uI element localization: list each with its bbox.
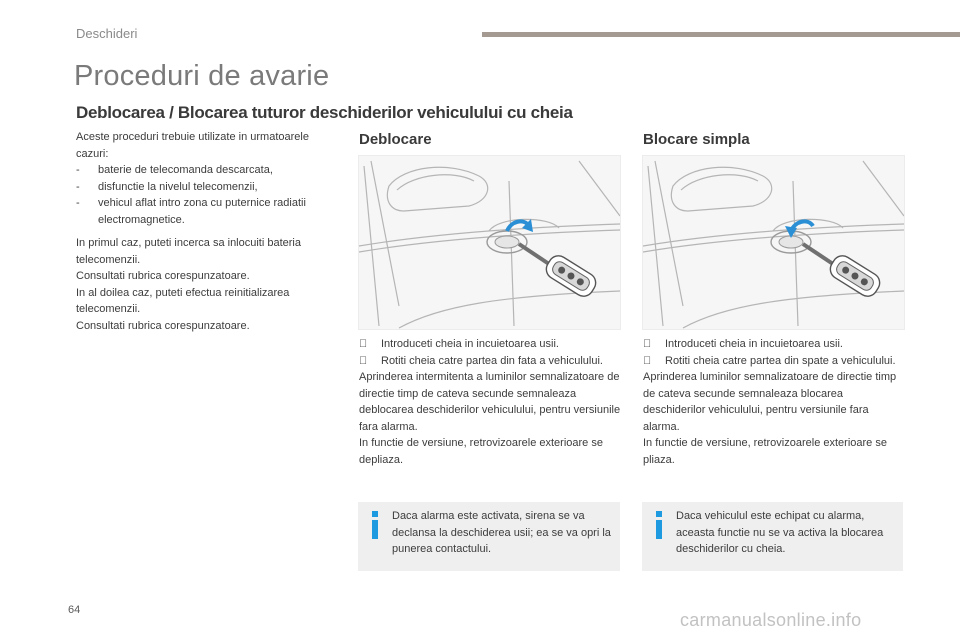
lock-para-1: Aprinderea luminilor semnalizatoare de directie timp de cateva secunde semnaleaza blocarea deschiderilor vehiculului, pentru versiunile fara alarma. xyxy=(643,371,897,433)
info-icon xyxy=(653,511,665,539)
unlock-text xyxy=(359,336,621,468)
remedy-block xyxy=(76,235,338,334)
unlock-para-1: Aprinderea intermitenta a luminilor semnalizatoare de directie timp de cateva secunde semnaleaza deblocarea deschiderilor vehiculului, pentru versiunile fara alarma. xyxy=(359,371,621,433)
lock-illustration xyxy=(642,155,905,330)
page-number: 64 xyxy=(68,604,81,616)
header-rule xyxy=(482,32,960,37)
list-item: Introduceti cheia in incuietoarea usii. xyxy=(381,338,559,350)
list-item: Introduceti cheia in incuietoarea usii. xyxy=(665,338,843,350)
page-title: Proceduri de avarie xyxy=(74,60,330,92)
car-door-key-illustration xyxy=(643,156,904,329)
intro-block xyxy=(76,129,338,228)
remedy-para-4: Consultati rubrica corespunzatoare. xyxy=(76,319,250,332)
car-door-key-illustration xyxy=(359,156,620,329)
lock-text xyxy=(643,336,905,468)
unlock-info-box xyxy=(358,502,620,571)
intro-text: Aceste proceduri trebuie utilizate in urmatoarele cazuri: xyxy=(76,131,309,160)
unlock-steps xyxy=(359,336,621,369)
lock-steps xyxy=(643,336,905,369)
lock-heading: Blocare simpla xyxy=(643,131,750,148)
lock-para-2: In functie de versiune, retrovizoarele exterioare se pliaza. xyxy=(643,437,887,466)
list-item: Rotiti cheia catre partea din spate a vehiculului. xyxy=(665,354,896,367)
list-item: - vehicul aflat intro zona cu puternice radiatii electromagnetice. xyxy=(76,197,306,226)
section-tag: Deschideri xyxy=(76,26,138,41)
info-icon xyxy=(369,511,381,539)
cases-list xyxy=(76,162,338,228)
unlock-info-text: Daca alarma este activata, sirena se va declansa la deschiderea usii; ea se va opri la punerea contactului. xyxy=(392,510,611,555)
remedy-para-3: In al doilea caz, puteti efectua reinitializarea telecomenzii. xyxy=(76,286,290,315)
lock-info-box xyxy=(642,502,903,571)
list-item: - baterie de telecomanda descarcata, xyxy=(76,164,273,176)
remedy-para-1: In primul caz, puteti incerca sa inlocuiti bateria telecomenzii. xyxy=(76,237,301,266)
unlock-illustration xyxy=(358,155,621,330)
unlock-heading: Deblocare xyxy=(359,131,432,148)
unlock-para-2: In functie de versiune, retrovizoarele exterioare se depliaza. xyxy=(359,437,603,466)
lock-info-text: Daca vehiculul este echipat cu alarma, aceasta functie nu se va activa la blocarea deschiderilor cu cheia. xyxy=(676,510,884,555)
remedy-para-2: Consultati rubrica corespunzatoare. xyxy=(76,270,250,282)
watermark: carmanualsonline.info xyxy=(680,610,862,630)
section-subtitle: Deblocarea / Blocarea tuturor deschiderilor vehiculului cu cheia xyxy=(76,103,573,122)
list-item: Rotiti cheia catre partea din fata a vehiculului. xyxy=(381,354,603,367)
list-item: - disfunctie la nivelul telecomenzii, xyxy=(76,180,258,193)
